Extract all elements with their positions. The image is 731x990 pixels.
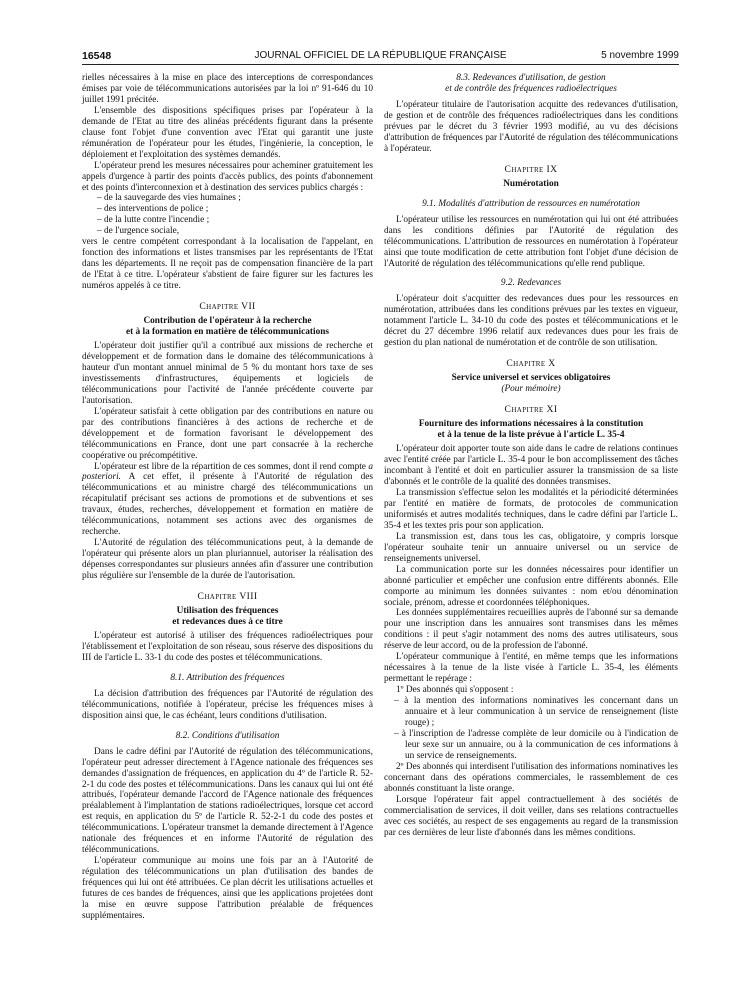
text-run: A cet effet, il présente à l'Autorité de régulation des télécommunications et au ministre chargé des télécommunications un récapitulatif précisant ses actions de promotions et de subventions et ses travaux, études, recherches, développement et formation en matière de télécommunications, notamment ses actions avec des organismes de recherche. xyxy=(82,472,373,538)
section-title: 8.2. Conditions d'utilisation xyxy=(175,730,280,741)
list-item: – à la mention des informations nominatives les concernant dans un annuaire et à leur communication à un service de renseignement (liste rouge) ; xyxy=(394,696,678,728)
paragraph: L'opérateur titulaire de l'autorisation acquitte des redevances d'utilisation, de gestion et de contrôle des fréquences radioélectriques dans les conditions prévues par le décret du 3 février 1993 modifié, au vu des décisions d'attribution de fréquences par l'Autorité de régulation des télécommunications à l'opérateur. xyxy=(384,100,678,154)
chapter-title: Service universel et services obligatoires xyxy=(451,373,611,384)
list-item: – de la lutte contre l'incendie ; xyxy=(97,215,210,226)
paragraph: L'opérateur communique au moins une fois par an à l'Autorité de régulation des télécommunications un plan d'utilisation des bandes de fréquences qui lui ont été attribuées. Ce plan décrit les utilisations actuelles et futures de ces bandes de fréquences, ainsi que les applications projetées dont la mise en œuvre suppose l'attribution préalable de fréquences supplémentaires. xyxy=(82,856,373,921)
paragraph xyxy=(82,462,373,539)
paragraph: L'opérateur doit justifier qu'il a contribué aux missions de recherche et développement et de formation dans le domaine des télécommunications à hauteur d'un montant annuel minimal de 5 % du montant hors taxe de ses investissements d'infrastructures, équipements et logiciels de télécommunications pour l'activité de l'année précédente couverte par l'autorisation. xyxy=(82,341,373,406)
paragraph: rielles nécessaires à la mise en place des interceptions de correspondances émises par voie de télécommunications autorisées par la loi nº 91-646 du 10 juillet 1991 précitée. xyxy=(82,73,373,105)
list-item: – des interventions de police ; xyxy=(97,204,209,215)
chapter-title: Numérotation xyxy=(503,178,559,189)
paragraph: L'opérateur doit apporter toute son aide dans le cadre de relations continues avec l'entité créée par l'article L. 35-4 pour le bon accomplissement des tâches incombant à l'entité et doit en particulier assurer la transmission de sa liste d'abonnés et le contrôle de la qualité des données transmises. xyxy=(384,444,678,488)
publication-date: 5 novembre 1999 xyxy=(601,50,679,61)
chapter-label: Chapitre XI xyxy=(504,404,558,416)
chapter-label: Chapitre VIII xyxy=(197,590,258,602)
section-title: 8.1. Attribution des fréquences xyxy=(170,672,285,683)
paragraph: La communication porte sur les données nécessaires pour identifier un abonné particulier et empêcher une confusion entre différents abonnés. Elle comporte au minimum les données suivantes : nom et/ou dénomination sociale, prénom, adresse et coordonnées téléphoniques. xyxy=(384,564,678,608)
paragraph: L'opérateur communique à l'entité, en même temps que les informations nécessaires à la tenue de la liste visée à l'article L. 35-4, les éléments permettant le repérage : xyxy=(384,652,678,685)
paragraph: L'opérateur utilise les ressources en numérotation qui lui ont été attribuées dans les conditions définies par l'Autorité de régulation des télécommunications. L'attribution de ressources en numérotation à l'opérateur ainsi que toute modification de cette attribution font l'objet d'une décision de l'Autorité de régulation des télécommunications qu'elle rend publique. xyxy=(384,214,678,269)
chapter-label: Chapitre IX xyxy=(504,163,558,175)
paragraph: Lorsque l'opérateur fait appel contractuellement à des sociétés de commercialisation de services, il doit veiller, dans ses relations contractuelles avec ces sociétés, au respect de ses engagements au regard de la transmission par ces dernières de leur liste d'abonnés dans les mêmes conditions. xyxy=(384,794,678,838)
chapter-title: Fourniture des informations nécessaires à la constitution xyxy=(418,419,644,430)
paragraph: L'Autorité de régulation des télécommunications peut, à la demande de l'opérateur qui présente alors un plan pluriannuel, autoriser la réalisation des dépenses correspondantes sur plusieurs années afin d'assurer une contribution plus régulière sur l'ensemble de la durée de l'autorisation. xyxy=(82,538,373,582)
chapter-label: Chapitre X xyxy=(506,358,556,370)
section-title: 8.3. Redevances d'utilisation, de gestion xyxy=(456,73,606,83)
right-column xyxy=(384,73,678,838)
paragraph: L'opérateur satisfait à cette obligation par des contributions en nature ou par des contributions financières à des actions de recherche et de développement et de formation favorisant le développement des télécommunications en France, dont une part consacrée à la recherche coopérative ou précompétitive. xyxy=(82,406,373,461)
section-title: et de contrôle des fréquences radioélectriques xyxy=(445,84,617,94)
chapter-title: et à la tenue de la liste prévue à l'article L. 35-4 xyxy=(437,430,625,441)
paragraph: L'ensemble des dispositions spécifiques prises par l'opérateur à la demande de l'Etat au titre des alinéas précédents figurant dans la présente clause font l'objet d'une convention avec l'Etat qui garantit une juste rémunération de l'opérateur pour les études, l'ingénierie, la conception, le déploiement et l'exploitation des systèmes demandés. xyxy=(82,105,373,160)
paragraph: Dans le cadre défini par l'Autorité de régulation des télécommunications, l'opérateur peut adresser directement à l'Agence nationale des fréquences ses demandes d'assignation de fréquences, en application du 4º de l'article R. 52-2-1 du code des postes et télécommunications. Dans les canaux qui lui ont été attribués, l'opérateur demande l'accord de l'Agence nationale des fréquences préalablement à l'implantation de stations radioélectriques, lorsque cet accord est requis, en application du 5º de l'article R. 52-2-1 du code des postes et télécommunications. L'opérateur transmet la demande directement à l'Agence nationale des fréquences et en informe l'Autorité de régulation des télécommunications. xyxy=(82,746,373,856)
list-item: – à l'inscription de l'adresse complète de leur domicile ou à l'indication de leur sexe sur un annuaire, ou à la communication de ces informations à un service de renseignements. xyxy=(394,728,678,761)
paragraph: L'opérateur doit s'acquitter des redevances dues pour les ressources en numérotation, attribuées dans les conditions prévues par les textes en vigueur, notamment l'article L. 34-10 du code des postes et télécommunications et le décret du 27 décembre 1996 relatif aux redevances dues pour les frais de gestion du plan national de numérotation et de contrôle de son utilisation. xyxy=(384,294,678,349)
page-number: 16548 xyxy=(82,50,112,62)
paragraph: L'opérateur est autorisé à utiliser des fréquences radioélectriques pour l'établissement et l'exploitation de son réseau, sous réserve des dispositions du III de l'article L. 33-1 du code des postes et télécommunications. xyxy=(82,630,373,663)
list-item: 1º Des abonnés qui s'opposent : xyxy=(396,685,514,696)
left-column xyxy=(82,73,373,922)
chapter-label: Chapitre VII xyxy=(199,301,256,313)
chapter-title: et à la formation en matière de télécommunications xyxy=(125,327,330,338)
paragraph: vers le centre compétent correspondant à la localisation de l'appelant, en fonction des informations et listes transmises par les représentants de l'Etat dans les départements. Il ne reçoit pas de compensation financière de la part de l'Etat à ce titre. L'opérateur s'abstient de faire figurer sur les factures les numéros appelés à ce titre. xyxy=(82,237,373,292)
section-title: 9.1. Modalités d'attribution de ressources en numérotation xyxy=(422,198,640,209)
list-item: – de la sauvegarde des vies humaines ; xyxy=(97,193,241,204)
paragraph: L'opérateur prend les mesures nécessaires pour acheminer gratuitement les appels d'urgence à partir des points d'accès publics, des points d'abonnement et des points d'interconnexion et à destination des services publics chargés : xyxy=(82,160,373,193)
page-header xyxy=(82,50,679,65)
chapter-title: Utilisation des fréquences xyxy=(176,605,279,616)
paragraph: La décision d'attribution des fréquences par l'Autorité de régulation des télécommunications, notifiée à l'opérateur, précise les fréquences mises à disposition ainsi que, le cas échéant, leurs conditions d'utilisation. xyxy=(82,688,373,721)
chapter-subtitle: (Pour mémoire) xyxy=(501,384,561,395)
list-item: 2º Des abonnés qui interdisent l'utilisation des informations nominatives les concernant dans des opérations commerciales, le rassemblement de ces abonnés constituant la liste orange. xyxy=(384,761,678,794)
paragraph: Les données supplémentaires recueillies auprès de l'abonné sur sa demande pour une inscription dans les annuaires sont transmises dans les mêmes conditions : il peut s'agir notamment des noms des autres utilisateurs, sous réserve de leur accord, ou de la profession de l'abonné. xyxy=(384,608,678,652)
paragraph: La transmission s'effectue selon les modalités et la périodicité déterminées par l'entité en matière de formats, de protocoles de communication uniformisés et autres modalités techniques, dans le cadre défini par l'article L. 35-4 et les textes pris pour son application. xyxy=(384,487,678,531)
chapter-title: et redevances dues à ce titre xyxy=(172,616,283,627)
italic-text: a posteriori. xyxy=(82,461,373,483)
list-item: – de l'urgence sociale, xyxy=(97,226,180,237)
journal-title: JOURNAL OFFICIEL DE LA RÉPUBLIQUE FRANÇAISE xyxy=(254,50,507,61)
section-title: 9.2. Redevances xyxy=(500,278,562,289)
paragraph: La transmission est, dans tous les cas, obligatoire, y compris lorsque l'opérateur souhaite tenir un annuaire universel ou un service de renseignements universel. xyxy=(384,531,678,564)
text-run: L'opérateur est libre de la répartition de ces sommes, dont il rend compte xyxy=(94,461,369,472)
chapter-title: Contribution de l'opérateur à la recherche xyxy=(143,316,312,327)
